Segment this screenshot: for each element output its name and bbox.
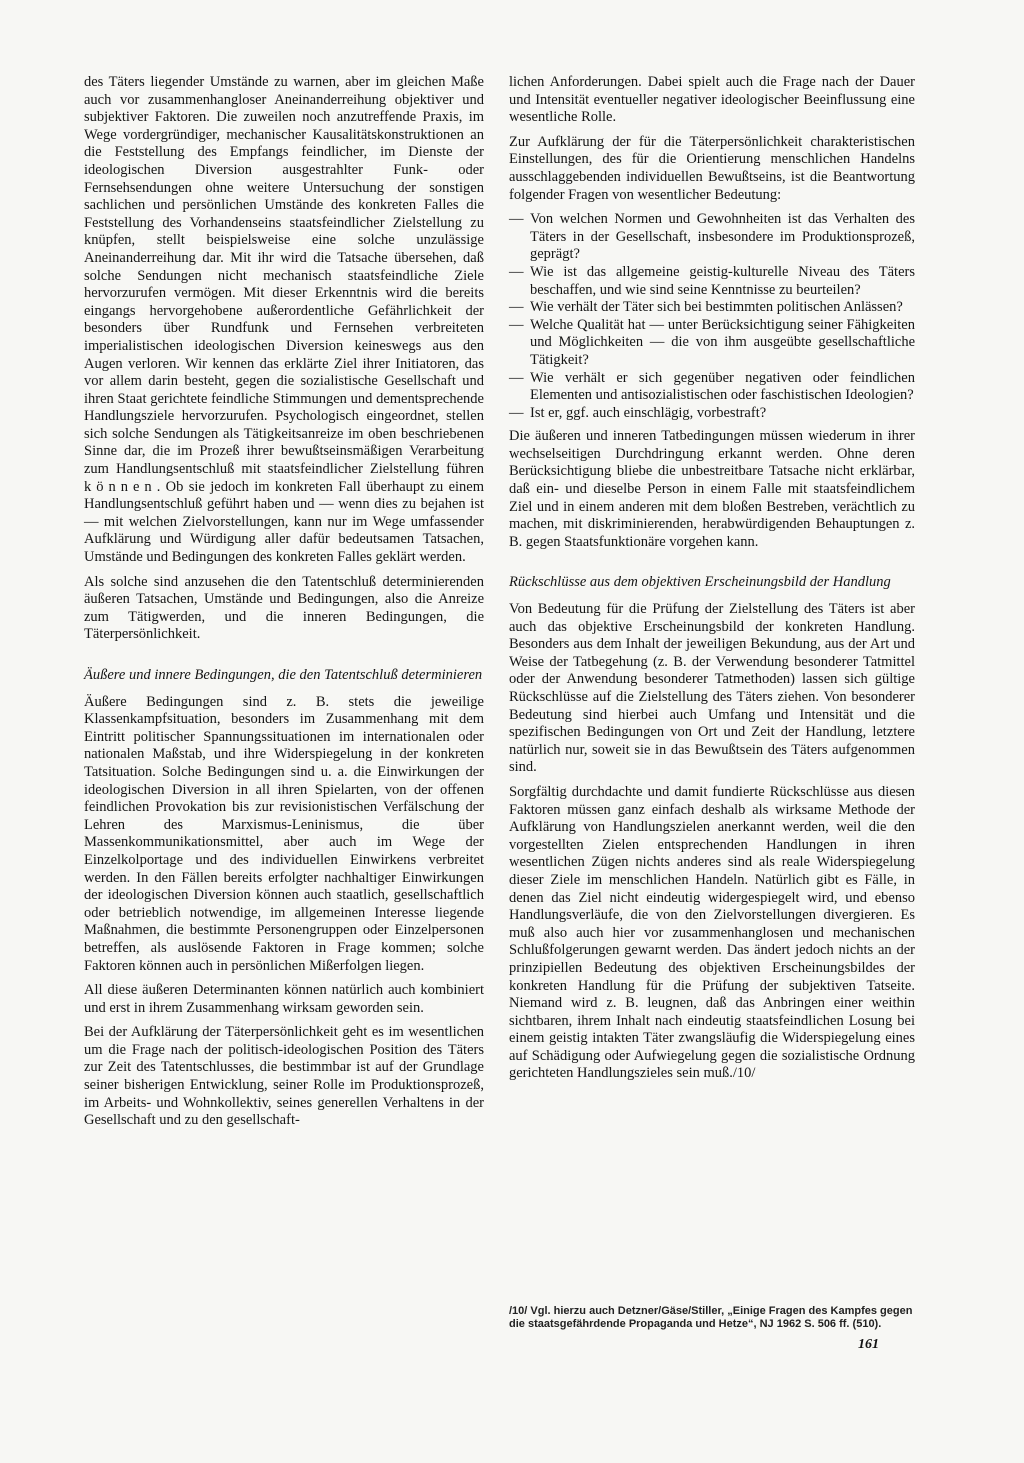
list-item: — Welche Qualität hat — unter Berücksichtigung seiner Fähigkeiten und Möglichkeiten — die von ihm ausgeübte gesellschaftliche Tätigkeit? (509, 317, 915, 370)
list-item: — Wie verhält er sich gegenüber negativen oder feindlichen Elementen und antisozialistischen oder faschistischen Ideologien? (509, 370, 915, 405)
paragraph: Äußere Bedingungen sind z. B. stets die jeweilige Klassenkampfsituation, besonders im Zusammenhang mit dem Eintritt politischer Spannungssituationen im internationalen oder nationalen Maßstab, und ihre Widerspiegelung in der konkreten Tatsituation. Solche Bedingungen sind u. a. die Einwirkungen der ideologischen Diversion in all ihren Spielarten, von der offenen feindlichen Provokation bis zur revisionistischen Verfälschung der Lehren des Marxismus-Leninismus, die über Massenkommunikationsmittel, aber auch im Wege der Einzelkolportage und des individuellen Einwirkens verbreitet werden. In den Fällen bereits erfolgter nachhaltiger Einwirkungen der ideologischen Diversion können auch staatlich, gesellschaftlich oder betrieblich notwendige, im allgemeinen Interesse liegende Maßnahmen, die bestimmte Personengruppen oder Einzelpersonen betreffen, als auslösende Faktoren in Frage kommen; solche Faktoren können auch in persönlichen Mißerfolgen liegen. (84, 693, 484, 974)
list-item: — Wie verhält der Täter sich bei bestimmten politischen Anlässen? (509, 299, 915, 317)
left-column (84, 74, 484, 1137)
section-heading: Äußere und innere Bedingungen, die den Tatentschluß determinieren (84, 667, 483, 683)
paragraph: des Täters liegender Umstände zu warnen, aber im gleichen Maße auch vor zusammenhangloser Aneinanderreihung objektiver und subjektiver Faktoren. Die zuweilen noch anzutreffende Praxis, im Wege vordergründiger, mechanischer Kausalitätskonstruktionen an die Feststellung des Empfangs feindlicher, im Dienste der ideologischen Diversion ausgestrahlter Funk- oder Fernsehsendungen ohne weitere Untersuchung der sonstigen sachlichen und persönlichen Umstände des konkreten Falles die Feststellung des Vorhandenseins staatsfeindlicher Zielstellung zu knüpfen, stellt beispielsweise eine solche unzulässige Aneinanderreihung dar. Mit ihr wird die Tatsache übersehen, daß solche Sendungen nicht mechanisch staatsfeindliche Ziele hervorzurufen vermögen. Mit dieser Erkenntnis wird die bereits eingangs hervorgehobene außerordentliche Gefährlichkeit der besonders über Rundfunk und Fernsehen verbreiteten imperialistischen ideologischen Diversion keineswegs aus den Augen verloren. Wir kennen das erklärte Ziel ihrer Initiatoren, das vor allem darin besteht, gegen die sozialistische Gesellschaft und ihren Staat gerichtete feindliche Stimmungen und dementsprechende Handlungsziele hervorzurufen. Psychologisch eingeordnet, stellen sich solche Sendungen als Tätigkeitsanreize im oben beschriebenen Sinne dar, die im Prozeß ihrer bewußtseinsmäßigen Verarbeitung zum Handlungsentschluß mit staatsfeindlicher Zielstellung führen können. Ob sie jedoch im konkreten Fall überhaupt zu einem Handlungsentschluß geführt haben und — wenn dies zu bejahen ist — mit welchen Zielvorstellungen, kann nur im Wege umfassender Aufklärung und Würdigung aller dafür bedeutsamen Tatsachen, Umstände und Bedingungen des konkreten Falles geklärt werden. (84, 74, 484, 566)
page-number: 161 (858, 1337, 879, 1352)
paragraph: Zur Aufklärung der für die Täterpersönlichkeit charakteristischen Einstellungen, des für die Orientierung menschlichen Handelns ausschlaggebenden individuellen Bewußtseins, ist die Beantwortung folgender Fragen von wesentlicher Bedeutung: (509, 133, 915, 203)
footnote: /10/ Vgl. hierzu auch Detzner/Gäse/Stiller, „Einige Fragen des Kampfes gegen die staatsgefährdende Propaganda und Hetze“, NJ 1962 S. 506 ff. (510). (509, 1305, 913, 1330)
paragraph: Sorgfältig durchdachte und damit fundierte Rückschlüsse aus diesen Faktoren müssen ganz einfach deshalb als wirksame Methode der Aufklärung von Handlungszielen anerkannt werden, weil die den vorgestellten Zielen entsprechenden Handlungen in ihren wesentlichen Zügen nichts anderes sind als reale Widerspiegelung dieser Ziele im menschlichen Handeln. Natürlich gibt es Fälle, in denen das Ziel nicht eindeutig widergespiegelt wird, und ebenso Handlungsverläufe, die von den Zielvorstellungen divergieren. Es muß also auch hier vor zusammenhanglosen und mechanischen Schlußfolgerungen gewarnt werden. Das ändert jedoch nichts an der prinzipiellen Bedeutung des objektiven Erscheinungsbildes der konkreten Handlung für die Prüfung der subjektiven Tatseite. Niemand wird z. B. leugnen, daß das Anbringen einer weithin sichtbaren, ihrem Inhalt nach eindeutig staatsfeindlichen Losung bei einem geistig intakten Täter zwangsläufig die Widerspiegelung eines auf Schädigung oder Aufwiegelung gegen die sozialistische Ordnung gerichteten Handlungszieles sein muß./10/ (509, 783, 915, 1082)
list-item: — Ist er, ggf. auch einschlägig, vorbestraft? (509, 405, 915, 423)
section-heading: Rückschlüsse aus dem objektiven Erscheinungsbild der Handlung (509, 574, 891, 591)
paragraph: Von Bedeutung für die Prüfung der Zielstellung des Täters ist aber auch das objektive Erscheinungsbild der konkreten Handlung. Besonders aus dem Inhalt der jeweiligen Bekundung, aus der Art und Weise der Tatbegehung (z. B. der Verwendung besonderer Tatmittel oder der Anwendung besonderer Tatmethoden) lassen sich gültige Rückschlüsse auf die Zielstellung des Täters ziehen. Von besonderer Bedeutung sind hierbei auch Umfang und Intensität und die spezifischen Bedingungen von Ort und Zeit der Handlung, letztere natürlich nur, soweit sie in das Bewußtsein des Täters aufgenommen sind. (509, 601, 915, 776)
paragraph: Die äußeren und inneren Tatbedingungen müssen wiederum in ihrer wechselseitigen Durchdringung erkannt werden. Ohne deren Berücksichtigung bliebe die unbestreitbare Tatsache nicht erklärbar, daß ein- und dieselbe Person in einem Falle mit staatsfeindlichem Ziel und in einem anderen mit dem bloßen Bestreben, verächtlich zu machen, mit diskriminierenden, herabwürdigenden Behauptungen z. B. gegen Staatsfunktionäre vorgehen kann. (509, 428, 915, 550)
paragraph: lichen Anforderungen. Dabei spielt auch die Frage nach der Dauer und Intensität eventueller negativer ideologischer Beeinflussung eine wesentliche Rolle. (509, 74, 915, 126)
list-item: — Von welchen Normen und Gewohnheiten ist das Verhalten des Täters in der Gesellschaft, insbesondere im Produktionsprozeß, geprägt? (509, 211, 915, 264)
right-column (509, 74, 915, 1090)
paragraph: Als solche sind anzusehen die den Tatentschluß determinierenden äußeren Tatsachen, Umstände und Bedingungen, also die Anreize zum Tätigwerden, und die inneren Bedingungen, die Täterpersönlichkeit. (84, 573, 484, 643)
question-list (509, 211, 915, 422)
paragraph: Bei der Aufklärung der Täterpersönlichkeit geht es im wesentlichen um die Frage nach der politisch-ideologischen Position des Täters zur Zeit des Tatentschlusses, die bestimmbar ist auf der Grundlage seiner bisherigen Entwicklung, seiner Rolle im Produktionsprozeß, im Arbeits- und Wohnkollektiv, seines generellen Verhaltens in der Gesellschaft und zu den gesellschaft- (84, 1024, 484, 1129)
paragraph: All diese äußeren Determinanten können natürlich auch kombiniert und erst in ihrem Zusammenhang wirksam geworden sein. (84, 982, 484, 1016)
list-item: — Wie ist das allgemeine geistig-kulturelle Niveau des Täters beschaffen, und wie sind seine Kenntnisse zu beurteilen? (509, 264, 915, 299)
